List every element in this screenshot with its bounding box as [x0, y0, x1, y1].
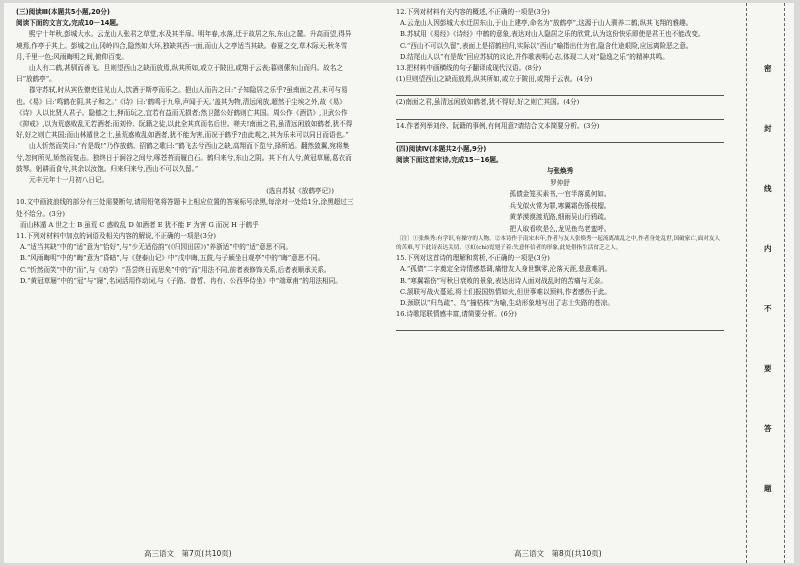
option-a: A.“适当其缺”中的“适”意为“恰好”,与“少无适俗韵”(《归园田居》)“养浙适”中的“适”意思不同。	[20, 243, 293, 252]
answer-line	[396, 86, 724, 96]
passage-paragraph: 山人忻然而笑曰:“有是哉!”乃作放鹤、招鹤之歌曰:“鹤飞去兮西山之缺,高翔而下览兮,择所适。翻然敛翼,宛将集兮,忽何所见,矫然而复击。独终日于涧谷之间兮,啄苍苔而履白石。鹤归来兮,东山之阴。其下有人兮,黄冠草屦,葛衣而鼓琴。躬耕而食兮,其余以汝饱。归来归来兮,西山不可以久留。”	[16, 142, 352, 173]
poem-line: 把人取看吹是么,龙见鱼鸟老蛮呼。	[509, 224, 611, 233]
option-d: D.结尾山人以“有是哉”回应苏轼的议论,并作歌表明心志,体现二人对“隐逸之乐”的精神共鸣。	[400, 52, 669, 61]
instruction: 阅读下面的文言文,完成10－14题。	[16, 19, 123, 28]
option-b: B.“风雨晦明”中的“晦”意为“昏暗”,与《登泰山记》中“戊申晦,五鼓,与子颍坐日观亭”中的“晦”意思不同。	[20, 254, 325, 263]
section-heading: (三)阅读Ⅲ(本题共5小题,20分)	[16, 8, 110, 16]
answer-line	[396, 133, 724, 143]
binding-char: 要	[764, 364, 772, 373]
passage-paragraph: 山人有二鹤,甚驯而善飞。旦则望西山之缺而放焉,纵其所如,或立于陂田,或翔于云表;暮则傃东山而归。故名之曰“放鹤亭”。	[16, 64, 343, 84]
option-d: D.“黄冠草屦”中的“冠”与“屦”,名词活用作动词,与《子路、曾皙、冉有、公西华侍坐》中“端章甫”的用法相同。	[20, 276, 342, 285]
binding-char: 密	[764, 64, 772, 73]
binding-char: 内	[764, 244, 772, 253]
question-10: 10.文中画波浪线的部分有三处需要断句,请用铅笔将答题卡上相应位置的答案标号涂黑,每涂对一处给1分,涂黑超过三处不给分。(3分)	[16, 198, 354, 218]
answer-line	[396, 321, 724, 331]
page-8-footer: 高三语文 第8页(共10页)	[514, 549, 602, 558]
binding-char: 不	[764, 304, 772, 313]
option-a: A.云龙山人因彭城大水迁居东山,于山上建亭,命名为“放鹤亭”,这源于山人驯养二鹤,纵其飞翔的雅趣。	[400, 19, 693, 28]
instruction: 阅读下面这首宋诗,完成15－16题。	[396, 156, 503, 165]
poem-title: 与张焕秀	[546, 167, 574, 176]
binding-margin	[734, 3, 790, 563]
page-7	[16, 7, 354, 287]
poem-line: 兵戈似火常为罪,寒翼霜伤铄枝榴。	[509, 201, 611, 210]
option-b: B.苏轼用《易经》《诗经》中鹤的意象,表达对山人隐居之乐的欣赏,认为这份快乐即使是君王也不能改变。	[400, 30, 705, 39]
poem-note: 〔注〕①张焕秀:有学识,有操守的人物。②本诗作于南宋末年,作者与友人张焕秀一起流离战乱之中,作者身处乱世,国破家亡,面对友人的苦难,写下此诗表达关切。③虹(chì)霓翅子着:失意怀信者的形象,此处借指生活贫乏之人。	[396, 236, 721, 252]
binding-dashed-line	[746, 3, 747, 563]
poem-author: 罗仲舒	[550, 178, 570, 187]
question-14: 14.作者列举刘伶、阮籍的事例,有何用意?请结合文本简要分析。(3分)	[396, 121, 600, 130]
option-c: C.“西山不可以久留”,表面上是招鹤回归,实际以“西山”喻指出仕为官,隐含仕途艰险,应远离险恶之意。	[400, 41, 693, 50]
section-heading: (四)阅读Ⅳ(本题共2小题,9分)	[396, 144, 487, 153]
poem-line: 黄茅漠漠渡荒路,细雨吴山行鸦疏。	[509, 213, 611, 222]
exam-sheet	[4, 3, 794, 563]
question-16: 16.诗歌尾联情感丰富,请简要分析。(6分)	[396, 310, 517, 319]
binding-char: 题	[764, 484, 772, 493]
option-c: C.颔联写战火蔓延,将士们报国热情如火,但世事难以预料,作者感伤于此。	[400, 287, 612, 296]
option-b: B.“寒翼霜伤”写秋日衰败的景象,表达出诗人面对战乱时的苦痛与无奈。	[400, 276, 607, 285]
question-15: 15.下列对这首诗的理解和赏析,不正确的一项是(3分)	[396, 254, 550, 263]
option-c: C.“忻然而笑”中的“而”,与《劝学》“吾尝终日而思矣”中的“而”用法不同,前者表修饰关系,后者表顺承关系。	[20, 265, 331, 274]
source-note: (选自苏轼《放鹤亭记》)	[266, 187, 334, 196]
binding-char: 封	[764, 124, 772, 133]
poem-line: 孤债金笼买素书,一官半落奚何如。	[509, 190, 611, 199]
page-7-footer: 高三语文 第7页(共10页)	[144, 549, 232, 558]
question-13-item-1: (1)旦则望西山之缺而放焉,纵其所如,或立于陂田,或翔于云表。(4分)	[396, 75, 593, 84]
answer-line	[396, 110, 724, 120]
passage-paragraph: 郡守苏轼,时从宾佐僚吏往见山人,饮酒于斯亭而乐之。挹山人而告之曰:“子知隐居之乐乎?虽南面之君,未可与易也。《易》曰:‘鸣鹤在阴,其子和之。’《诗》曰:‘鹤鸣于九皋,声闻于天。’盖其为物,清远闲放,超然于尘埃之外,故《易》《诗》人以比贤人君子。隐德之士,狎而玩之,宜若有益而无损者;然卫懿公好鹤则亡其国。周公作《酒诰》,卫武公作《抑戒》,以为荒惑败乱无若酒者;而刘伶、阮籍之徒,以此全其真而名后世。嗟夫!南面之君,虽清远闲放如鹤者,犹不得好,好之则亡其国;而山林遁世之士,虽荒惑败乱如酒者,犹不能为害,而况于鹤乎?由此观之,其为乐未可以同日而语也。”	[16, 86, 353, 140]
passage-date: 元丰元年十一月初八日记。	[29, 176, 109, 185]
question-10-line: 而山林遁 A 世之士 B 虽荒 C 惑败乱 D 如酒者 E 犹不能 F 为害 G 而况 H 于鹤乎	[20, 220, 259, 229]
passage-paragraph: 熙宁十年秋,彭城大水。云龙山人张君之草堂,水及其半扉。明年春,水落,迁于故居之东,东山之麓。升高而望,得异境焉,作亭于其上。彭城之山,冈岭四合,隐然如大环,独缺其西一面,而山人之亭适当其缺。春夏之交,草木际天;秋冬雪月,千里一色;风雨晦明之间,俯仰百变。	[16, 30, 352, 61]
question-11: 11.下列对材料中加点的词语及相关内容的解说,不正确的一项是(3分)	[16, 232, 216, 241]
binding-dashed-line	[784, 3, 785, 563]
option-a: A.“孤债”二字奠定全诗情感基调,痛惜友人身世飘零,沦落天涯,悲意难消。	[400, 265, 612, 274]
page-8	[396, 7, 724, 332]
option-d: D.颈联以“归鸟疏”、鸟“撞枯株”为喻,生动形象地写出了志士失路的苍凉。	[400, 299, 614, 308]
binding-char: 线	[764, 184, 772, 193]
binding-char: 答	[764, 424, 772, 433]
question-13-item-2: (2)南面之君,虽清远闲放如鹤者,犹不得好,好之则亡其国。(4分)	[396, 98, 580, 107]
question-12: 12.下列对材料有关内容的概述,不正确的一项是(3分)	[396, 8, 550, 16]
question-13: 13.把材料中画横线的句子翻译成现代汉语。(8分)	[396, 64, 542, 73]
poem	[396, 166, 724, 235]
